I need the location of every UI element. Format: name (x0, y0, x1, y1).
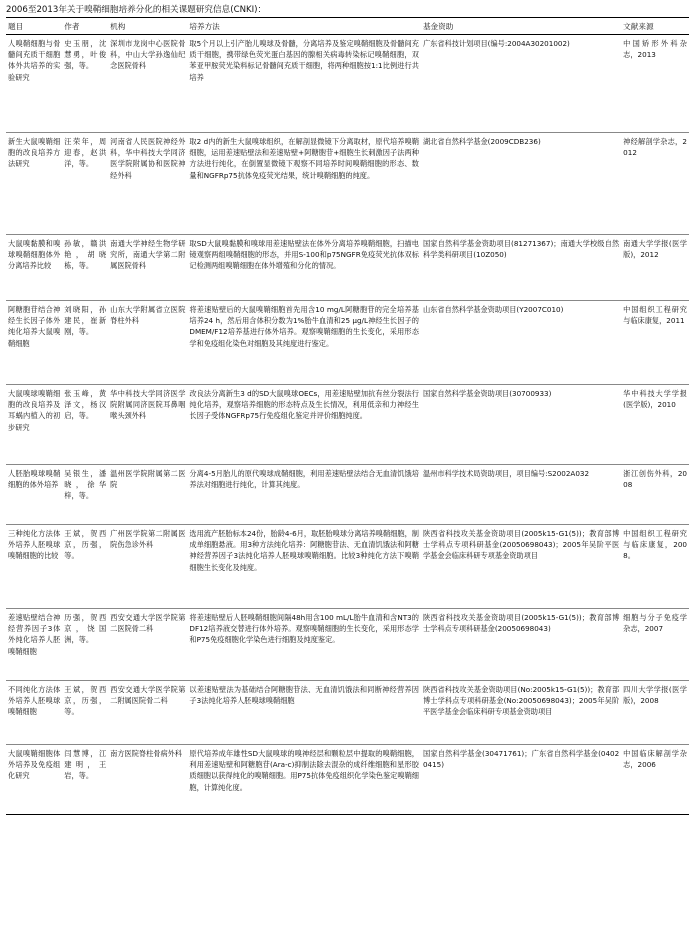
table-row (6, 35, 689, 133)
cell-funding: 陕西省科技攻关基金资助项目(2005k15-G1(5))；教育部博士学科点专项科研基金(20050698043) (422, 613, 620, 634)
cell-institution: 西安交通大学医学院第二医院骨二科 (110, 613, 186, 634)
cell-title: 阿糖胞苷结合神经生长因子体外纯化培养大鼠嗅鞘细胞 (8, 305, 61, 348)
cell-institution: 广州医学院第二附属医院伤急诊外科 (110, 529, 186, 550)
cell-funding: 温州市科学技术局资助项目，项目编号:S2002A032 (422, 469, 590, 478)
header-author: 作者 (64, 21, 80, 31)
header-funding: 基金资助 (422, 21, 454, 31)
table-body (6, 35, 689, 815)
table-caption: 2006至2013年关于嗅鞘细胞培养分化的相关课题研究信息(CNKI)： (6, 5, 267, 15)
cell-institution: 西安交通大学医学院第二附属医院骨二科 (110, 685, 186, 706)
cell-title: 大鼠嗅鞘细胞体外培养及免疫组化研究 (8, 749, 61, 781)
cell-author: 王斌，贺西京，历强，等。 (64, 685, 107, 717)
cell-source: 浙江创伤外科，2008 (623, 469, 687, 490)
cell-author: 史玉朋，沈慧勇，叶俊强，等。 (64, 39, 107, 71)
cell-source: 四川大学学报(医学版)，2008 (623, 685, 687, 706)
cell-institution: 南方医院脊柱骨病外科 (110, 749, 183, 758)
table-row (6, 609, 689, 681)
header-institution: 机构 (110, 21, 126, 31)
cell-source: 细胞与分子免疫学杂志，2007 (623, 613, 687, 634)
table-header-row (6, 18, 689, 35)
cell-author: 闫慧博，江建明，王岩，等。 (64, 749, 107, 781)
cell-funding: 国家自然科学基金资助项目(30700933) (422, 389, 552, 398)
table-row (6, 385, 689, 465)
cell-source: 中国组织工程研究与临床康复，2011 (623, 305, 687, 326)
cell-title: 大鼠嗅黏膜和嗅球嗅鞘细胞体外分离培养比较 (8, 239, 61, 271)
table-row (6, 525, 689, 609)
table-row (6, 301, 689, 385)
cell-source: 中国组织工程研究与临床康复，2008。 (623, 529, 687, 561)
table-row (6, 681, 689, 745)
cell-source: 华中科技大学学报(医学版)，2010 (623, 389, 687, 410)
cell-method: 选用流产胚胎标本24份，胎龄4-6月，取胚胎嗅球分离培养嗅鞘细胞，制成单细胞悬液。用3种方法纯化培养：阿糖胞苷法、无血清饥饿法和阿糖神经营养因子3法纯化培养人胚嗅球嗅鞘细胞。比较3种纯化方法下嗅鞘细胞生长变化及纯度。 (189, 529, 419, 572)
cell-institution: 深圳市龙岗中心医院骨科，中山大学孙逸仙纪念医院骨科 (110, 39, 186, 71)
table-row (6, 465, 689, 525)
cell-title: 人胚胎嗅球嗅鞘细胞的体外培养 (8, 469, 61, 490)
research-table (6, 17, 689, 815)
cell-method: 将差速贴壁后的大鼠嗅鞘细胞首先用含10 mg/L阿糖胞苷的完全培养基培养24 h，然后用含体积分数为1%胎牛血清和25 μg/L神经生长因子的DMEM/F12培养基进行体外培养。观察嗅鞘细胞的生长变化，采用形态学和免疫组化染色对细胞及其纯度进行鉴定。 (189, 305, 419, 348)
table-row (6, 133, 689, 235)
cell-funding: 国家自然科学基金资助项目(81271367)；南通大学校级自然科学类科研项目(10Z050) (422, 239, 620, 260)
cell-source: 中国矫形外科杂志，2013 (623, 39, 687, 60)
cell-author: 吴银生，潘晓，徐华梓，等。 (64, 469, 107, 501)
cell-institution: 河南省人民医院神经外科，华中科技大学同济医学院附属协和医院神经外科 (110, 137, 186, 180)
cell-author: 刘晓阳，孙建民，崔新刚，等。 (64, 305, 107, 337)
cell-author: 历强，贺西京，饶国洲，等。 (64, 613, 107, 645)
cell-source: 中国临床解剖学杂志，2006 (623, 749, 687, 770)
cell-funding: 广东省科技计划项目(编号:2004A30201002) (422, 39, 570, 48)
cell-funding: 湖北省自然科学基金(2009CDB236) (422, 137, 541, 146)
cell-method: 改良法分离新生3 d的SD大鼠嗅球OECs，用差速贴壁加抗有丝分裂法行纯化培养，观察培养细胞的形态特点及生长情况，利用低亲和力神经生长因子受体NGFRp75行免疫组化鉴定并评价细胞纯度。 (189, 389, 419, 421)
header-title: 题目 (8, 21, 24, 31)
cell-title: 三种纯化方法体外培养人胚嗅球嗅鞘细胞的比较 (8, 529, 61, 561)
cell-title: 新生大鼠嗅鞘细胞的改良培养方法研究 (8, 137, 61, 169)
cell-funding: 陕西省科技攻关基金资助项目(2005k15-G1(5))；教育部博士学科点专项科研基金(20050698043)；2005年吴阶平医学基金会临床科研专项基金资助项目 (422, 529, 620, 561)
cell-method: 将差速贴壁后人胚嗅鞘细胞间隔48h用含100 mL/L胎牛血清和含NT3的DF12培养液交替进行体外培养。观察嗅鞘细胞的生长变化，采用形态学和P75免疫细胞化学染色进行细胞及纯度鉴定。 (189, 613, 419, 645)
cell-funding: 山东省自然科学基金资助项目(Y2007C010) (422, 305, 564, 314)
cell-title: 差速贴壁结合神经营养因子3体外纯化培养人胚嗅鞘细胞 (8, 613, 61, 656)
cell-institution: 南通大学神经生物学研究所，南通大学第二附属医院骨科 (110, 239, 186, 271)
cell-institution: 华中科技大学同济医学院附属同济医院耳鼻咽喉头颈外科 (110, 389, 186, 421)
header-source: 文献来源 (623, 21, 654, 31)
cell-title: 大鼠嗅球嗅鞘细胞的改良培养及耳蜗内植入的初步研究 (8, 389, 61, 432)
cell-method: 以差速贴壁法为基础结合阿糖胞苷法、无血清饥饿法和同断神经营养因子3法纯化培养人胚嗅球嗅鞘细胞 (189, 685, 419, 706)
cell-source: 南通大学学报(医学版)，2012 (623, 239, 687, 260)
cell-author: 张玉峰，黄泽文，杨汉启，等。 (64, 389, 107, 421)
cell-institution: 山东大学附属省立医院脊柱外科 (110, 305, 186, 326)
cell-author: 汪荣年，周迎春，赵洪洋，等。 (64, 137, 107, 169)
cell-funding: 陕西省科技攻关基金资助项目(No:2005k15-G1(5))；教育部博士学科点专项科研基金(No:20050698043)；2005年吴阶平医学基金会临床科研专项基金资助项目 (422, 685, 620, 717)
cell-author: 孙敏，赣洪艳，胡晓栋，等。 (64, 239, 107, 271)
cell-title: 人嗅鞘细胞与骨髓间充质干细胞体外共培养的实验研究 (8, 39, 61, 82)
cell-method: 取5个月以上引产胎儿嗅球及骨髓，分离培养及鉴定嗅鞘细胞及骨髓间充质干细胞，携带绿色荧光蛋白基因的腺相关病毒转染标记嗅鞘细胞，双苯亚甲胺荧光染料标记骨髓间充质干细胞，将两种细胞按1:1比例进行共培养 (189, 39, 419, 82)
cell-funding: 国家自然科学基金(30471761)；广东省自然科学基金(04020415) (422, 749, 620, 770)
cell-title: 不同纯化方法体外培养人胚嗅球嗅鞘细胞 (8, 685, 61, 717)
table-row (6, 235, 689, 301)
cell-method: 取SD大鼠嗅黏膜和嗅球用差速贴壁法在体外分离培养嗅鞘细胞，扫描电镜观察两组嗅鞘细胞的形态，并用S-100和p75NGFR免疫荧光抗体双标记检测两组嗅鞘细胞在体外增殖和分化的情况。 (189, 239, 419, 271)
cell-method: 分离4-5月胎儿的原代嗅球成鞘细胞，利用差速贴壁法结合无血清饥饿培养法对细胞进行纯化，计算其纯度。 (189, 469, 419, 490)
cell-method: 取2 d内的新生大鼠嗅球组织，在解剖显微镜下分离取材，原代培养嗅鞘细胞，运用差速贴壁法和差速贴壁+阿糖胞苷+细胞生长刺激因子法两种方法进行纯化，在倒置显微镜下观察不同培养时间嗅鞘细胞的形态、数量和NGFRp75抗体免疫荧光结果，统计嗅鞘细胞的纯度。 (189, 137, 419, 180)
cell-institution: 温州医学院附属第二医院 (110, 469, 186, 490)
header-method: 培养方法 (189, 21, 220, 31)
cell-source: 神经解剖学杂志，2012 (623, 137, 687, 158)
table-row (6, 745, 689, 815)
cell-author: 王斌，贺西京，历强，等。 (64, 529, 107, 561)
cell-method: 原代培养成年雄性SD大鼠嗅球的嗅神经层和颗粒层中提取的嗅鞘细胞，利用差速贴壁和阿糖胞苷(Ara-c)抑制法除去混杂的成纤维细胞和星形胶质细胞以获得纯化的嗅鞘细胞。用P75抗体免疫组织化学染色鉴定嗅鞘细胞，计算纯化度。 (189, 749, 419, 792)
